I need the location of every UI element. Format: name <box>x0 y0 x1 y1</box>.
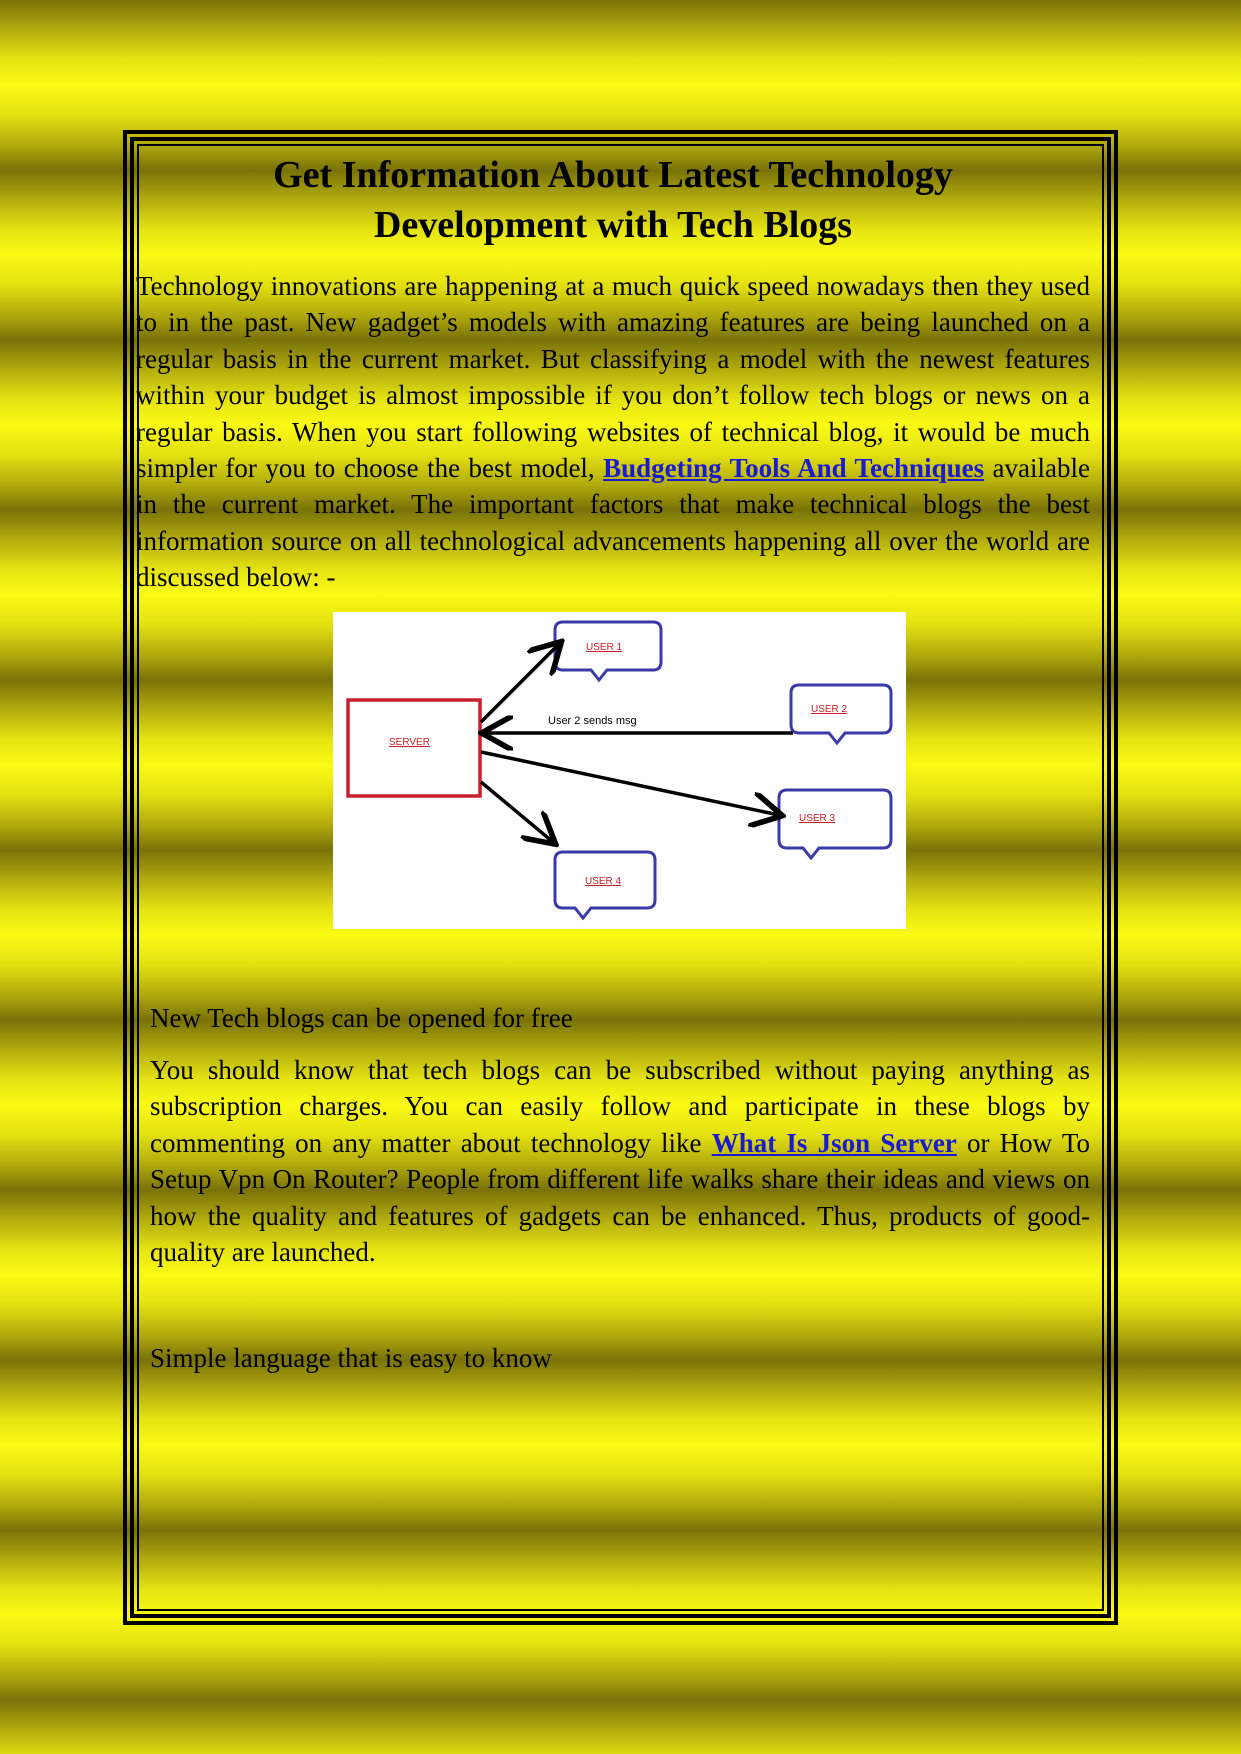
section-heading-simple-language: Simple language that is easy to know <box>150 1343 552 1373</box>
intro-text-start: Technology innovations are happening at a much quick speed nowadays then they used to in the past. New gadget’s models with amazing features are being launched on a regular basis in the current market. But classifying a model with the newest features within your budget is almost impossible if you don’t follow tech blogs or news on a regular basis. When you start following websites of technical blog, it would be much simpler for you to choose the best model, <box>136 271 1090 484</box>
server-box <box>348 700 480 796</box>
user-4-label: USER 4 <box>585 876 622 887</box>
free-blogs-paragraph <box>150 1052 1090 1270</box>
arrow-server-to-user-3 <box>481 752 779 815</box>
server-users-diagram <box>333 612 906 929</box>
user-3-box <box>779 790 891 858</box>
article-body <box>136 150 1090 596</box>
arrow-server-to-user-1 <box>481 644 559 722</box>
message-label: User 2 sends msg <box>548 715 637 727</box>
free-blogs-text-start: You should know that tech blogs can be subscribed without paying anything as subscription charges. You can easily follow and participate in these blogs by commenting on any matter about technology like <box>150 1055 1090 1158</box>
arrow-server-to-user-4 <box>481 782 553 842</box>
user-3-label: USER 3 <box>799 813 836 824</box>
intro-paragraph <box>136 268 1090 596</box>
user-1-label: USER 1 <box>586 642 623 653</box>
page-title: Get Information About Latest Technology Development with Tech Blogs <box>273 154 953 246</box>
user-2-label: USER 2 <box>811 704 848 715</box>
intro-text-end: available in the current market. The important factors that make technical blogs the best information source on all technological advancements happening all over the world are discussed below: - <box>136 453 1090 593</box>
section-heading-free-blogs: New Tech blogs can be opened for free <box>150 1003 573 1033</box>
diagram-svg <box>333 612 906 929</box>
server-label: SERVER <box>389 737 430 748</box>
budgeting-tools-link[interactable]: Budgeting Tools And Techniques <box>603 453 985 484</box>
free-blogs-text-end: or How To Setup Vpn On Router? People from different life walks share their ideas and views on how the quality and features of gadgets can be enhanced. Thus, products of good-quality are launched. <box>150 1127 1090 1268</box>
json-server-link[interactable]: What Is Json Server <box>711 1127 957 1158</box>
